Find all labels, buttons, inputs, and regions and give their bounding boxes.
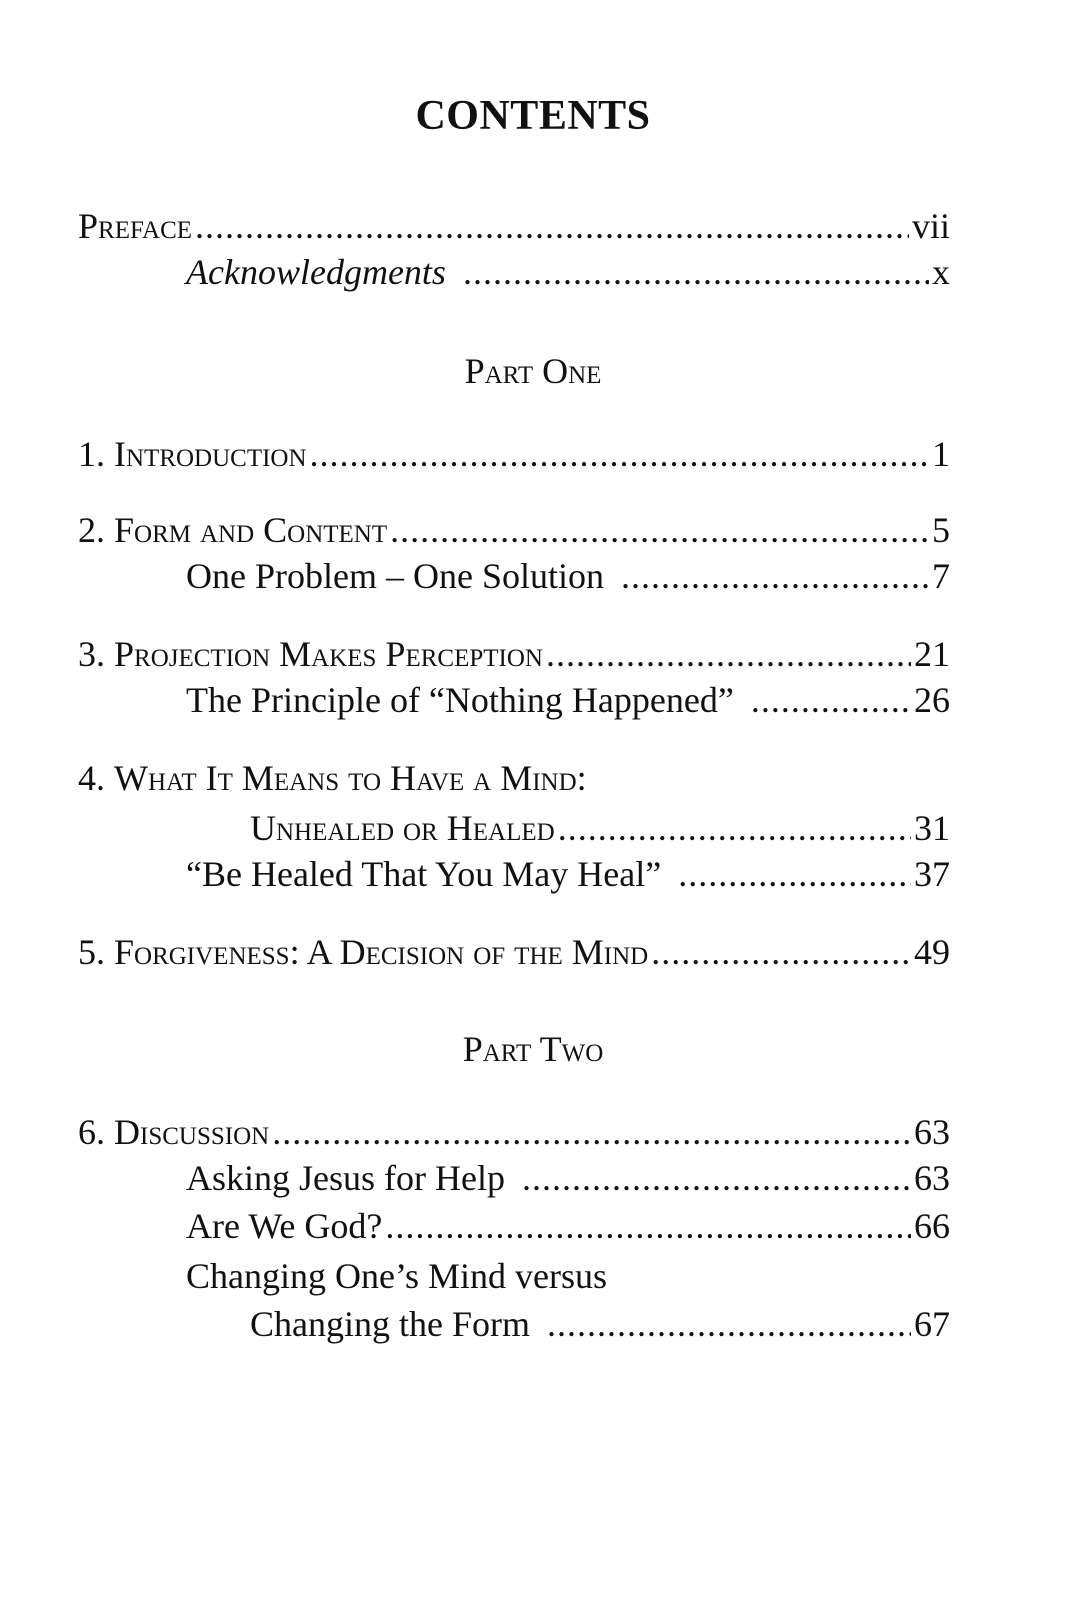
dot-leader (310, 432, 929, 476)
toc-entry-label: One Problem – One Solution (186, 556, 604, 596)
dot-leader (558, 806, 911, 850)
toc-entry-label: Changing One’s Mind versus (186, 1256, 607, 1296)
toc-entry-page: 67 (914, 1304, 950, 1344)
toc-entry-number: 3. (78, 634, 105, 674)
toc-entry-page: 26 (914, 680, 950, 720)
toc-entry-changing-mind[interactable] (186, 1254, 950, 1298)
dot-leader (751, 678, 911, 722)
toc-entry-form-and-content[interactable] (78, 508, 950, 552)
toc-entry-changing-form[interactable] (250, 1302, 950, 1346)
toc-entry-discussion[interactable] (78, 1110, 950, 1154)
toc-entry-number: 5. (78, 932, 105, 972)
toc-entry-acknowledgments[interactable] (186, 250, 950, 294)
dot-leader (547, 1302, 911, 1346)
toc-entry-be-healed[interactable] (186, 852, 950, 896)
dot-leader (272, 1110, 911, 1154)
toc-entry-label: “Be Healed That You May Heal” (186, 854, 662, 894)
toc-entry-one-problem[interactable] (186, 554, 950, 598)
toc-entry-label: Changing the Form (250, 1304, 530, 1344)
toc-entry-label: Unhealed or Healed (250, 808, 555, 848)
toc-entry-page: 66 (914, 1206, 950, 1246)
toc-entry-introduction[interactable] (78, 432, 950, 476)
toc-entry-page: 7 (932, 556, 950, 596)
toc-entry-number: 1. (78, 434, 105, 474)
toc-entry-forgiveness[interactable] (78, 930, 950, 974)
dot-leader (195, 204, 909, 248)
toc-entry-page: 1 (932, 434, 950, 474)
toc-entry-projection[interactable] (78, 632, 950, 676)
toc-entry-page: 5 (932, 510, 950, 550)
toc-entry-page: 37 (914, 854, 950, 894)
toc-entry-nothing-happened[interactable] (186, 678, 950, 722)
toc-entry-page: 31 (914, 808, 950, 848)
toc-entry-preface[interactable] (78, 204, 950, 248)
toc-entry-number: 6. (78, 1112, 105, 1152)
page-title: CONTENTS (415, 93, 651, 139)
toc-entry-page: vii (911, 206, 950, 246)
dot-leader (546, 632, 911, 676)
toc-entry-are-we-god[interactable] (186, 1204, 950, 1248)
dot-leader (522, 1156, 911, 1200)
dot-leader (463, 250, 929, 294)
toc-entry-asking-jesus[interactable] (186, 1156, 950, 1200)
toc-entry-label: The Principle of “Nothing Happened” (186, 680, 734, 720)
dot-leader (651, 930, 911, 974)
toc-entry-label: Forgiveness: A Decision of the Mind (114, 932, 649, 972)
part-two-heading: Part Two (462, 1029, 604, 1069)
dot-leader (385, 1204, 911, 1248)
toc-entry-label: What It Means to Have a Mind: (114, 758, 587, 798)
toc-entry-number: 2. (78, 510, 105, 550)
dot-leader (678, 852, 911, 896)
toc-entry-label: Acknowledgments (186, 252, 446, 292)
dot-leader (390, 508, 929, 552)
toc-entry-number: 4. (78, 758, 105, 798)
toc-entry-label: Preface (78, 206, 193, 246)
toc-entry-label: Discussion (114, 1112, 270, 1152)
part-one-heading: Part One (464, 351, 602, 391)
toc-entry-page: 63 (914, 1112, 950, 1152)
toc-entry-page: x (932, 252, 950, 292)
toc-entry-page: 63 (914, 1158, 950, 1198)
toc-entry-label: Are We God? (186, 1206, 383, 1246)
toc-entry-label: Form and Content (114, 510, 388, 550)
toc-entry-page: 49 (914, 932, 950, 972)
toc-entry-label: Introduction (114, 434, 307, 474)
toc-entry-page: 21 (914, 634, 950, 674)
dot-leader (621, 554, 929, 598)
toc-entry-label: Projection Makes Perception (114, 634, 543, 674)
toc-entry-unhealed-or-healed[interactable] (250, 806, 950, 850)
toc-entry-have-a-mind[interactable] (78, 756, 950, 800)
toc-entry-label: Asking Jesus for Help (186, 1158, 505, 1198)
